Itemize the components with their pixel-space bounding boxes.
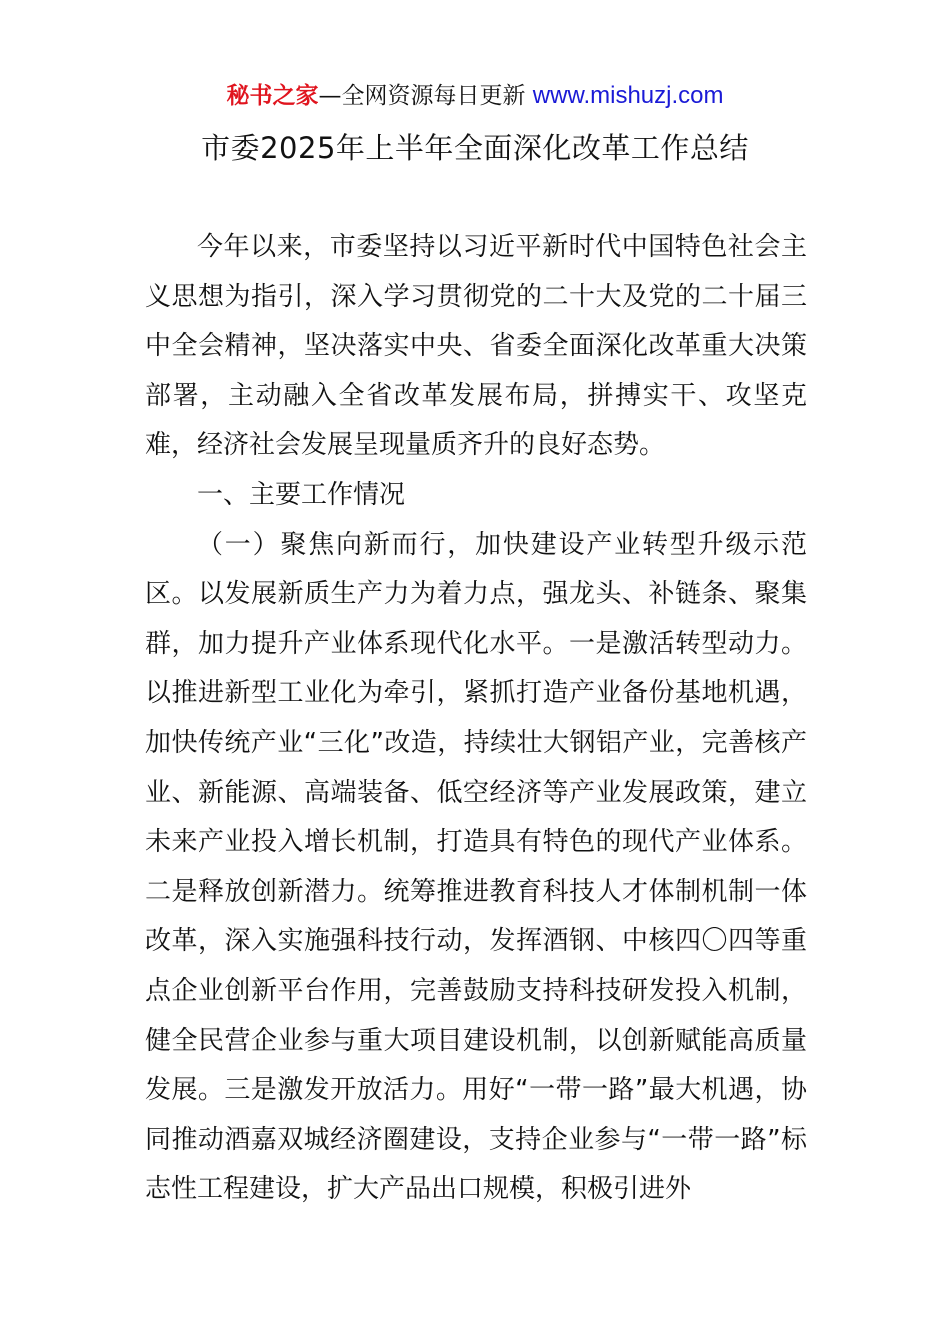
site-brand: 秘书之家 xyxy=(226,83,319,109)
site-header xyxy=(0,80,950,112)
intro-paragraph: 今年以来，市委坚持以习近平新时代中国特色社会主义思想为指引，深入学习贯彻党的二十大及党的二十届三中全会精神，坚决落实中央、省委全面深化改革重大决策部署，主动融入全省改革发展布局，拼搏实干、攻坚克难，经济社会发展呈现量质齐升的良好态势。 xyxy=(145,232,807,461)
document-title: 市委2025年上半年全面深化改革工作总结 xyxy=(201,131,749,165)
section-heading: 一、主要工作情况 xyxy=(197,479,406,510)
document-body xyxy=(145,223,807,1215)
site-tagline: —全网资源每日更新 xyxy=(318,83,533,109)
site-url-link[interactable]: www.mishuzj.com xyxy=(532,82,724,109)
body-paragraph: （一）聚焦向新而行，加快建设产业转型升级示范区。以发展新质生产力为着力点，强龙头、补链条、聚集群，加力提升产业体系现代化水平。一是激活转型动力。以推进新型工业化为牵引，紧抓打造产业备份基地机遇，加快传统产业“三化”改造，持续壮大钢铝产业，完善核产业、新能源、高端装备、低空经济等产业发展政策，建立未来产业投入增长机制，打造具有特色的现代产业体系。二是释放创新潜力。统筹推进教育科技人才体制机制一体改革，深入实施强科技行动，发挥酒钢、中核四〇四等重点企业创新平台作用，完善鼓励支持科技研发投入机制，健全民营企业参与重大项目建设机制，以创新赋能高质量发展。三是激发开放活力。用好“一带一路”最大机遇，协同推动酒嘉双城经济圈建设，支持企业参与“一带一路”标志性工程建设，扩大产品出口规模，积极引进外 xyxy=(145,529,807,1205)
